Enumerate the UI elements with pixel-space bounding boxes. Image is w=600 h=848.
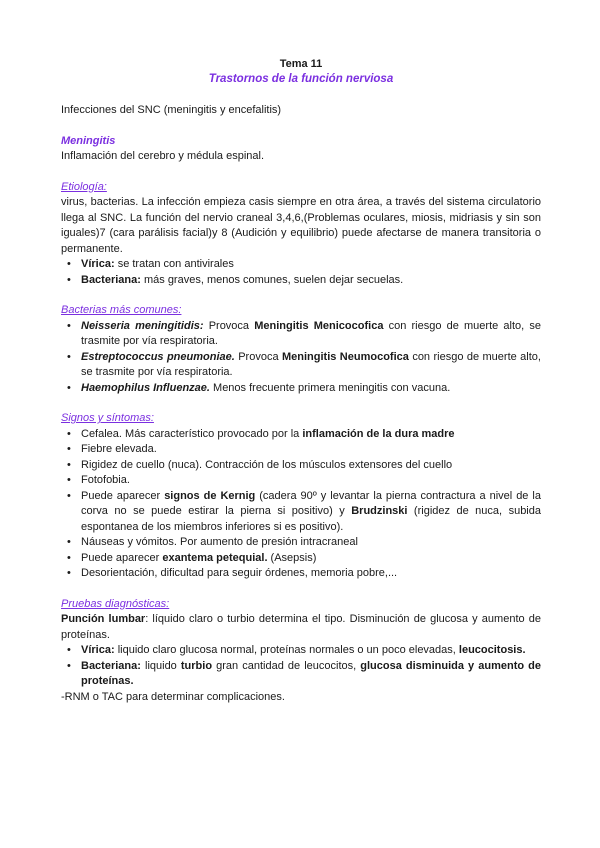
etiologia-text: virus, bacterias. La infección empieza casis siempre en otra área, a través del sistema circulatorio llega al SNC. La función del nervio craneal 3,4,6,(Problemas oculares, miosis, midriasis y sin son iguales)7 (cara parálisis facial)y 8 (Audición y equilibrio) puede afectarse de manera transitoria o permanente. bbox=[61, 196, 541, 255]
item-text: liquido claro glucosa normal, proteínas normales o un poco elevadas, bbox=[114, 644, 459, 656]
etiologia-heading: Etiología: bbox=[61, 180, 107, 193]
list-item: • Fotofobia. bbox=[81, 473, 541, 489]
signos-heading: Signos y síntomas: bbox=[61, 412, 154, 424]
list-item bbox=[81, 381, 541, 397]
topic-title: Trastornos de la función nerviosa bbox=[208, 73, 394, 85]
item-label: Bacteriana: bbox=[81, 273, 141, 286]
bacteria-name: Haemophilus Influenzae. bbox=[81, 381, 210, 394]
pruebas-list bbox=[61, 643, 541, 690]
list-item bbox=[81, 643, 541, 659]
list-item bbox=[81, 319, 541, 350]
item-text: Puede aparecer bbox=[81, 551, 163, 564]
topic-number: Tema 11 bbox=[279, 58, 323, 70]
pruebas-heading: Pruebas diagnósticas: bbox=[61, 597, 170, 610]
bacteria-name: Neisseria meningitidis: bbox=[81, 319, 204, 332]
list-item: • Desorientación, dificultad para seguir órdenes, memoria pobre,... bbox=[81, 566, 541, 582]
puncion-label: Punción lumbar bbox=[61, 613, 146, 625]
item-text: Provoca bbox=[234, 350, 282, 363]
meningitis-definition: Inflamación del cerebro y médula espinal. bbox=[61, 150, 265, 162]
list-item: • Fiebre elevada. bbox=[81, 442, 541, 458]
list-item bbox=[81, 427, 541, 443]
disease-name: Meningitis Neumocofica bbox=[282, 350, 409, 363]
item-label: Vírica: bbox=[81, 258, 115, 270]
item-text: (cadera 90º y levantar la pierna contractura a nivel de la corva no se puede estirar la pierna si positivo) y bbox=[81, 489, 541, 517]
item-text: gran cantidad de leucocitos, bbox=[212, 659, 361, 672]
etiologia-list bbox=[61, 257, 541, 288]
bacterias-list bbox=[61, 319, 541, 397]
puncion-text: : líquido claro o turbio determina el tipo. Disminución de glucosa y aumento de proteínas. bbox=[61, 613, 541, 641]
rnm-line: -RNM o TAC para determinar complicaciones. bbox=[61, 690, 285, 703]
item-text: se tratan con antivirales bbox=[114, 258, 234, 270]
item-bold: exantema petequial. bbox=[162, 551, 268, 564]
item-bold: signos de Kernig bbox=[164, 489, 256, 502]
item-text: liquido bbox=[140, 659, 181, 672]
list-item: • Náuseas y vómitos. Por aumento de presión intracraneal bbox=[81, 535, 541, 551]
document-page bbox=[61, 58, 541, 705]
item-text: Menos frecuente primera meningitis con vacuna. bbox=[209, 381, 451, 394]
list-item bbox=[81, 273, 541, 289]
item-text: (Asepsis) bbox=[267, 551, 317, 564]
item-text: (rigidez de nuca, subida espontanea de los miembros inferiores si es positivo). bbox=[81, 505, 541, 533]
item-label: Vírica: bbox=[81, 644, 115, 656]
item-bold: leucocitosis. bbox=[458, 644, 526, 656]
meningitis-heading: Meningitis bbox=[61, 134, 116, 147]
item-text: Cefalea. Más característico provocado por la bbox=[81, 427, 303, 440]
item-text: Provoca bbox=[203, 319, 255, 332]
signos-list bbox=[61, 427, 541, 582]
bacterias-heading: Bacterias más comunes: bbox=[61, 304, 182, 316]
list-item bbox=[81, 350, 541, 381]
item-bold: Brudzinski bbox=[351, 505, 408, 517]
disease-name: Meningitis Menicocofica bbox=[254, 319, 384, 332]
list-item bbox=[81, 659, 541, 690]
item-bold: turbio bbox=[180, 659, 213, 672]
intro-line: Infecciones del SNC (meningitis y encefalitis) bbox=[61, 104, 282, 116]
item-text: con riesgo de muerte alto, se trasmite por vía respiratoria. bbox=[81, 319, 541, 347]
puncion-paragraph bbox=[61, 612, 541, 643]
list-item bbox=[81, 489, 541, 536]
list-item bbox=[81, 257, 541, 273]
item-bold: inflamación de la dura madre bbox=[302, 427, 455, 440]
item-bold: glucosa disminuida y aumento de proteínas. bbox=[81, 659, 541, 687]
list-item bbox=[81, 551, 541, 567]
bacteria-name: Estreptococcus pneumoniae. bbox=[81, 350, 235, 363]
item-text: con riesgo de muerte alto, se trasmite por vía respiratoria. bbox=[81, 350, 541, 378]
item-label: Bacteriana: bbox=[81, 659, 141, 672]
list-item: • Rigidez de cuello (nuca). Contracción de los músculos extensores del cuello bbox=[81, 458, 541, 474]
item-text: más graves, menos comunes, suelen dejar secuelas. bbox=[140, 273, 404, 286]
item-text: Puede aparecer bbox=[81, 489, 165, 502]
